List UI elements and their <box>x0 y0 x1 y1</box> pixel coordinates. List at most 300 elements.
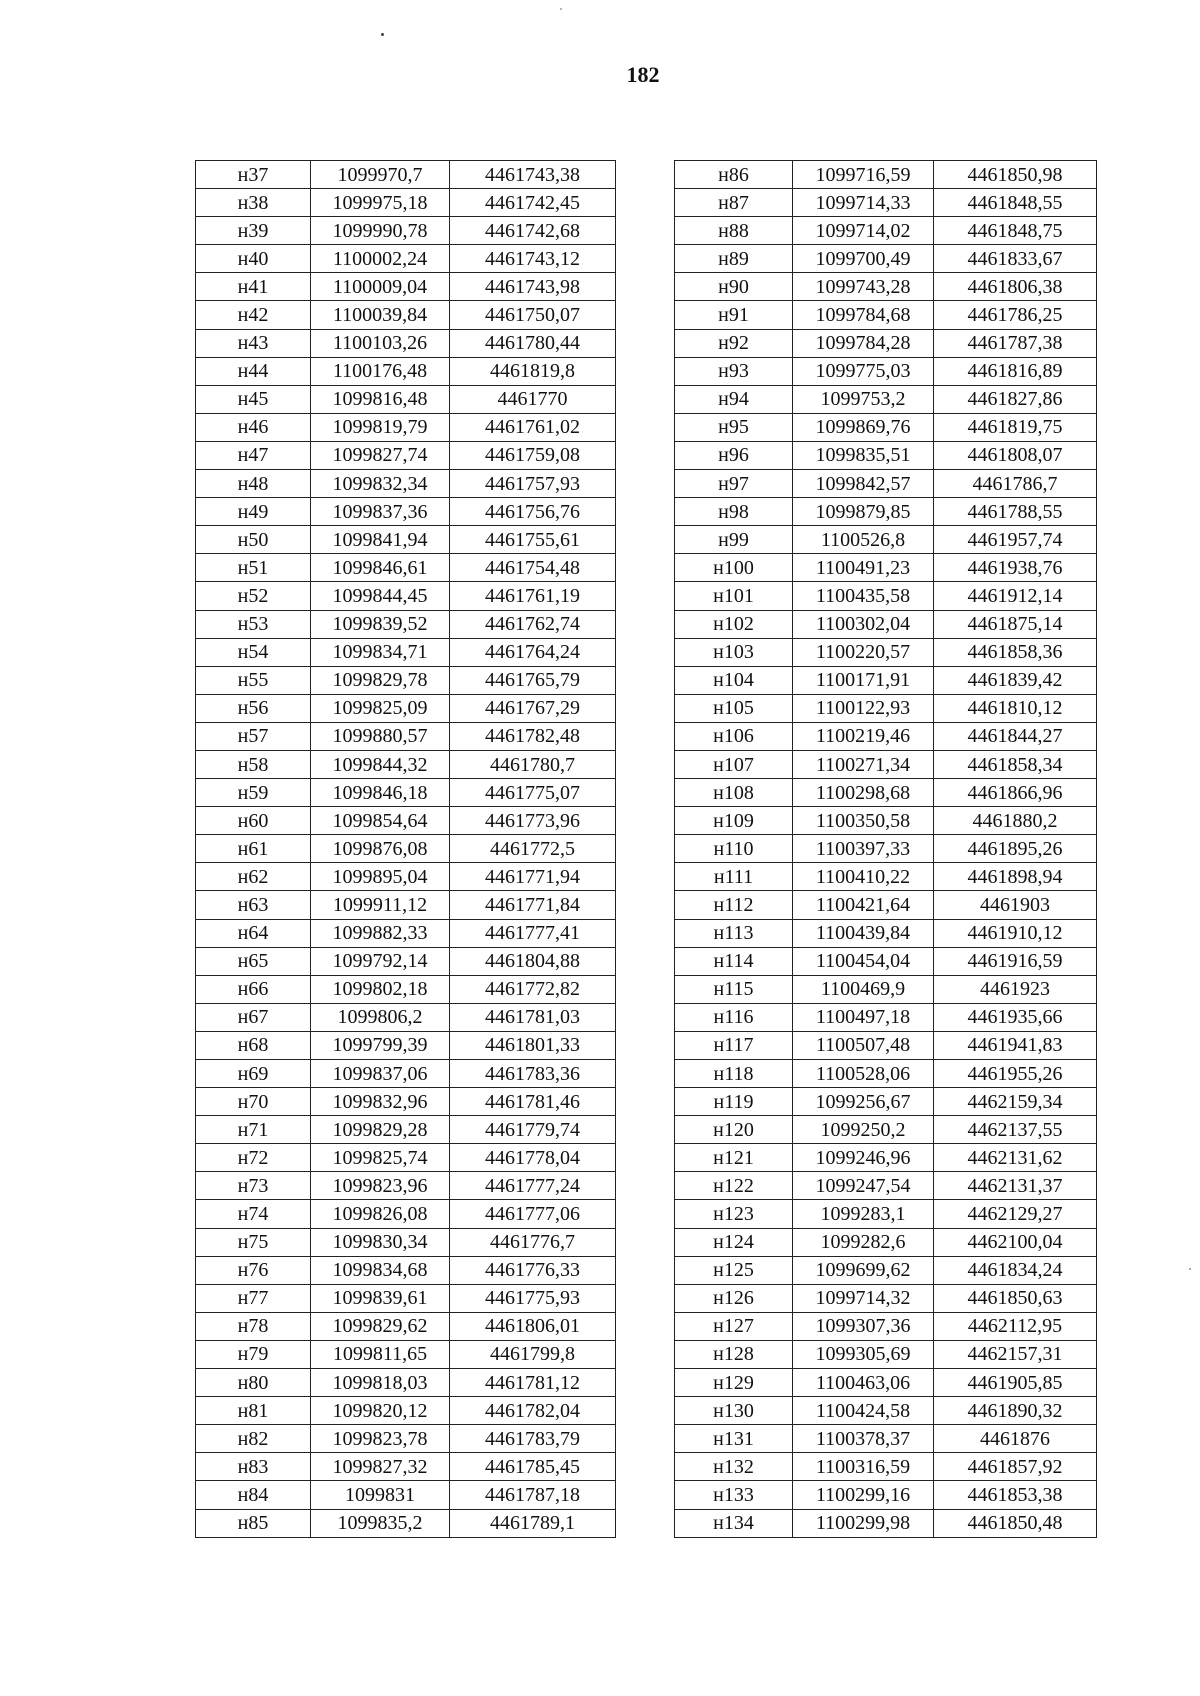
x-coordinate-cell: 1099837,36 <box>311 498 450 526</box>
y-coordinate-cell: 4461857,92 <box>934 1453 1097 1481</box>
y-coordinate-cell: 4461890,32 <box>934 1397 1097 1425</box>
point-id-cell: н88 <box>675 217 793 245</box>
y-coordinate-cell: 4461941,83 <box>934 1031 1097 1059</box>
point-id-cell: н105 <box>675 694 793 722</box>
y-coordinate-cell: 4461858,36 <box>934 638 1097 666</box>
y-coordinate-cell: 4461848,55 <box>934 189 1097 217</box>
table-row <box>196 441 616 469</box>
coordinates-table-right <box>674 160 1097 1538</box>
x-coordinate-cell: 1100171,91 <box>793 666 934 694</box>
table-row <box>675 498 1097 526</box>
table-row <box>196 554 616 582</box>
point-id-cell: н82 <box>196 1425 311 1453</box>
y-coordinate-cell: 4461780,7 <box>450 750 616 778</box>
table-row <box>196 610 616 638</box>
point-id-cell: н118 <box>675 1060 793 1088</box>
point-id-cell: н71 <box>196 1116 311 1144</box>
y-coordinate-cell: 4461755,61 <box>450 526 616 554</box>
table-row <box>675 1481 1097 1509</box>
x-coordinate-cell: 1100220,57 <box>793 638 934 666</box>
point-id-cell: н125 <box>675 1256 793 1284</box>
y-coordinate-cell: 4461782,04 <box>450 1397 616 1425</box>
table-row <box>196 1397 616 1425</box>
point-id-cell: н86 <box>675 161 793 189</box>
y-coordinate-cell: 4462157,31 <box>934 1340 1097 1368</box>
x-coordinate-cell: 1099854,64 <box>311 807 450 835</box>
point-id-cell: н50 <box>196 526 311 554</box>
table-row <box>196 1509 616 1537</box>
x-coordinate-cell: 1099844,32 <box>311 750 450 778</box>
table-row <box>675 835 1097 863</box>
x-coordinate-cell: 1099819,79 <box>311 413 450 441</box>
y-coordinate-cell: 4461764,24 <box>450 638 616 666</box>
point-id-cell: н97 <box>675 470 793 498</box>
point-id-cell: н52 <box>196 582 311 610</box>
y-coordinate-cell: 4461767,29 <box>450 694 616 722</box>
y-coordinate-cell: 4461827,86 <box>934 385 1097 413</box>
y-coordinate-cell: 4461804,88 <box>450 947 616 975</box>
point-id-cell: н91 <box>675 301 793 329</box>
table-row <box>675 1425 1097 1453</box>
y-coordinate-cell: 4461781,03 <box>450 1003 616 1031</box>
table-row <box>196 750 616 778</box>
table-row <box>196 1088 616 1116</box>
point-id-cell: н94 <box>675 385 793 413</box>
x-coordinate-cell: 1100299,98 <box>793 1509 934 1537</box>
y-coordinate-cell: 4461777,24 <box>450 1172 616 1200</box>
x-coordinate-cell: 1100435,58 <box>793 582 934 610</box>
y-coordinate-cell: 4461938,76 <box>934 554 1097 582</box>
table-row <box>196 273 616 301</box>
point-id-cell: н128 <box>675 1340 793 1368</box>
table-row <box>675 329 1097 357</box>
table-row <box>675 1509 1097 1537</box>
y-coordinate-cell: 4461819,8 <box>450 357 616 385</box>
point-id-cell: н39 <box>196 217 311 245</box>
point-id-cell: н99 <box>675 526 793 554</box>
x-coordinate-cell: 1100526,8 <box>793 526 934 554</box>
x-coordinate-cell: 1099911,12 <box>311 891 450 919</box>
x-coordinate-cell: 1099975,18 <box>311 189 450 217</box>
x-coordinate-cell: 1099825,74 <box>311 1144 450 1172</box>
x-coordinate-cell: 1099846,18 <box>311 779 450 807</box>
point-id-cell: н84 <box>196 1481 311 1509</box>
point-id-cell: н81 <box>196 1397 311 1425</box>
point-id-cell: н46 <box>196 413 311 441</box>
y-coordinate-cell: 4461788,55 <box>934 498 1097 526</box>
x-coordinate-cell: 1100410,22 <box>793 863 934 891</box>
table-row <box>675 722 1097 750</box>
point-id-cell: н95 <box>675 413 793 441</box>
point-id-cell: н130 <box>675 1397 793 1425</box>
x-coordinate-cell: 1099307,36 <box>793 1312 934 1340</box>
table-row <box>196 1172 616 1200</box>
y-coordinate-cell: 4461785,45 <box>450 1453 616 1481</box>
y-coordinate-cell: 4461910,12 <box>934 919 1097 947</box>
table-row <box>675 1060 1097 1088</box>
y-coordinate-cell: 4461762,74 <box>450 610 616 638</box>
x-coordinate-cell: 1099990,78 <box>311 217 450 245</box>
x-coordinate-cell: 1099880,57 <box>311 722 450 750</box>
y-coordinate-cell: 4461935,66 <box>934 1003 1097 1031</box>
point-id-cell: н55 <box>196 666 311 694</box>
x-coordinate-cell: 1099827,32 <box>311 1453 450 1481</box>
point-id-cell: н113 <box>675 919 793 947</box>
y-coordinate-cell: 4461779,74 <box>450 1116 616 1144</box>
table-row <box>675 1144 1097 1172</box>
y-coordinate-cell: 4462112,95 <box>934 1312 1097 1340</box>
scan-speck <box>381 33 384 36</box>
x-coordinate-cell: 1100454,04 <box>793 947 934 975</box>
table-row <box>675 863 1097 891</box>
point-id-cell: н78 <box>196 1312 311 1340</box>
x-coordinate-cell: 1100421,64 <box>793 891 934 919</box>
x-coordinate-cell: 1099835,2 <box>311 1509 450 1537</box>
x-coordinate-cell: 1100397,33 <box>793 835 934 863</box>
table-row <box>196 1256 616 1284</box>
point-id-cell: н92 <box>675 329 793 357</box>
x-coordinate-cell: 1099816,48 <box>311 385 450 413</box>
x-coordinate-cell: 1099869,76 <box>793 413 934 441</box>
y-coordinate-cell: 4461742,45 <box>450 189 616 217</box>
table-row <box>675 1172 1097 1200</box>
point-id-cell: н100 <box>675 554 793 582</box>
y-coordinate-cell: 4461773,96 <box>450 807 616 835</box>
y-coordinate-cell: 4461853,38 <box>934 1481 1097 1509</box>
x-coordinate-cell: 1099834,71 <box>311 638 450 666</box>
coordinates-table-left <box>195 160 616 1538</box>
x-coordinate-cell: 1099835,51 <box>793 441 934 469</box>
x-coordinate-cell: 1099784,68 <box>793 301 934 329</box>
table-row <box>675 161 1097 189</box>
y-coordinate-cell: 4461789,1 <box>450 1509 616 1537</box>
point-id-cell: н38 <box>196 189 311 217</box>
table-row <box>196 413 616 441</box>
y-coordinate-cell: 4461850,98 <box>934 161 1097 189</box>
x-coordinate-cell: 1099839,52 <box>311 610 450 638</box>
y-coordinate-cell: 4461923 <box>934 975 1097 1003</box>
point-id-cell: н107 <box>675 750 793 778</box>
x-coordinate-cell: 1099827,74 <box>311 441 450 469</box>
y-coordinate-cell: 4461848,75 <box>934 217 1097 245</box>
table-row <box>675 1453 1097 1481</box>
point-id-cell: н64 <box>196 919 311 947</box>
x-coordinate-cell: 1099246,96 <box>793 1144 934 1172</box>
table-row <box>196 1200 616 1228</box>
x-coordinate-cell: 1100299,16 <box>793 1481 934 1509</box>
x-coordinate-cell: 1100103,26 <box>311 329 450 357</box>
x-coordinate-cell: 1099829,78 <box>311 666 450 694</box>
x-coordinate-cell: 1099970,7 <box>311 161 450 189</box>
x-coordinate-cell: 1099823,78 <box>311 1425 450 1453</box>
point-id-cell: н74 <box>196 1200 311 1228</box>
x-coordinate-cell: 1099834,68 <box>311 1256 450 1284</box>
x-coordinate-cell: 1099743,28 <box>793 273 934 301</box>
y-coordinate-cell: 4461772,5 <box>450 835 616 863</box>
table-row <box>196 1003 616 1031</box>
x-coordinate-cell: 1099799,39 <box>311 1031 450 1059</box>
table-row <box>675 441 1097 469</box>
x-coordinate-cell: 1099784,28 <box>793 329 934 357</box>
y-coordinate-cell: 4461778,04 <box>450 1144 616 1172</box>
table-row <box>675 694 1097 722</box>
table-row <box>196 498 616 526</box>
x-coordinate-cell: 1099305,69 <box>793 1340 934 1368</box>
table-row <box>675 554 1097 582</box>
y-coordinate-cell: 4461816,89 <box>934 357 1097 385</box>
x-coordinate-cell: 1099753,2 <box>793 385 934 413</box>
x-coordinate-cell: 1099699,62 <box>793 1256 934 1284</box>
point-id-cell: н72 <box>196 1144 311 1172</box>
table-row <box>675 1088 1097 1116</box>
point-id-cell: н111 <box>675 863 793 891</box>
point-id-cell: н40 <box>196 245 311 273</box>
y-coordinate-cell: 4461866,96 <box>934 779 1097 807</box>
x-coordinate-cell: 1099826,08 <box>311 1200 450 1228</box>
table-row <box>675 357 1097 385</box>
table-row <box>196 582 616 610</box>
table-row <box>675 947 1097 975</box>
y-coordinate-cell: 4461905,85 <box>934 1369 1097 1397</box>
table-row <box>675 385 1097 413</box>
x-coordinate-cell: 1099879,85 <box>793 498 934 526</box>
point-id-cell: н59 <box>196 779 311 807</box>
y-coordinate-cell: 4461772,82 <box>450 975 616 1003</box>
point-id-cell: н122 <box>675 1172 793 1200</box>
x-coordinate-cell: 1099882,33 <box>311 919 450 947</box>
x-coordinate-cell: 1100302,04 <box>793 610 934 638</box>
point-id-cell: н103 <box>675 638 793 666</box>
x-coordinate-cell: 1099282,6 <box>793 1228 934 1256</box>
y-coordinate-cell: 4461742,68 <box>450 217 616 245</box>
scan-speck <box>560 8 562 10</box>
y-coordinate-cell: 4461898,94 <box>934 863 1097 891</box>
table-row <box>196 385 616 413</box>
table-row <box>675 526 1097 554</box>
point-id-cell: н68 <box>196 1031 311 1059</box>
table-row <box>196 357 616 385</box>
point-id-cell: н108 <box>675 779 793 807</box>
point-id-cell: н117 <box>675 1031 793 1059</box>
table-row <box>675 1312 1097 1340</box>
point-id-cell: н124 <box>675 1228 793 1256</box>
point-id-cell: н133 <box>675 1481 793 1509</box>
point-id-cell: н126 <box>675 1284 793 1312</box>
point-id-cell: н49 <box>196 498 311 526</box>
table-row <box>675 666 1097 694</box>
table-row <box>196 807 616 835</box>
point-id-cell: н56 <box>196 694 311 722</box>
point-id-cell: н112 <box>675 891 793 919</box>
point-id-cell: н129 <box>675 1369 793 1397</box>
point-id-cell: н115 <box>675 975 793 1003</box>
point-id-cell: н62 <box>196 863 311 891</box>
y-coordinate-cell: 4461761,19 <box>450 582 616 610</box>
table-row <box>675 413 1097 441</box>
point-id-cell: н123 <box>675 1200 793 1228</box>
y-coordinate-cell: 4461787,38 <box>934 329 1097 357</box>
table-row <box>196 975 616 1003</box>
table-row <box>196 470 616 498</box>
y-coordinate-cell: 4461799,8 <box>450 1340 616 1368</box>
table-row <box>196 947 616 975</box>
y-coordinate-cell: 4462131,37 <box>934 1172 1097 1200</box>
x-coordinate-cell: 1099829,28 <box>311 1116 450 1144</box>
x-coordinate-cell: 1100122,93 <box>793 694 934 722</box>
x-coordinate-cell: 1099775,03 <box>793 357 934 385</box>
table-row <box>675 1031 1097 1059</box>
table-row <box>675 919 1097 947</box>
x-coordinate-cell: 1099831 <box>311 1481 450 1509</box>
x-coordinate-cell: 1100469,9 <box>793 975 934 1003</box>
y-coordinate-cell: 4461895,26 <box>934 835 1097 863</box>
y-coordinate-cell: 4461777,06 <box>450 1200 616 1228</box>
table-row <box>196 1144 616 1172</box>
y-coordinate-cell: 4461957,74 <box>934 526 1097 554</box>
point-id-cell: н83 <box>196 1453 311 1481</box>
y-coordinate-cell: 4461757,93 <box>450 470 616 498</box>
table-row <box>675 245 1097 273</box>
x-coordinate-cell: 1099811,65 <box>311 1340 450 1368</box>
x-coordinate-cell: 1100463,06 <box>793 1369 934 1397</box>
point-id-cell: н98 <box>675 498 793 526</box>
x-coordinate-cell: 1100009,04 <box>311 273 450 301</box>
table-row <box>675 807 1097 835</box>
point-id-cell: н65 <box>196 947 311 975</box>
y-coordinate-cell: 4461810,12 <box>934 694 1097 722</box>
table-row <box>675 1369 1097 1397</box>
y-coordinate-cell: 4461756,76 <box>450 498 616 526</box>
table-row <box>196 329 616 357</box>
point-id-cell: н73 <box>196 1172 311 1200</box>
y-coordinate-cell: 4461833,67 <box>934 245 1097 273</box>
point-id-cell: н69 <box>196 1060 311 1088</box>
x-coordinate-cell: 1100298,68 <box>793 779 934 807</box>
table-row <box>196 1228 616 1256</box>
point-id-cell: н119 <box>675 1088 793 1116</box>
table-row <box>196 1453 616 1481</box>
y-coordinate-cell: 4461782,48 <box>450 722 616 750</box>
point-id-cell: н70 <box>196 1088 311 1116</box>
table-row <box>196 1369 616 1397</box>
point-id-cell: н67 <box>196 1003 311 1031</box>
point-id-cell: н93 <box>675 357 793 385</box>
y-coordinate-cell: 4461750,07 <box>450 301 616 329</box>
point-id-cell: н134 <box>675 1509 793 1537</box>
y-coordinate-cell: 4462129,27 <box>934 1200 1097 1228</box>
x-coordinate-cell: 1100424,58 <box>793 1397 934 1425</box>
table-row <box>675 217 1097 245</box>
table-row <box>196 1312 616 1340</box>
table-row <box>196 301 616 329</box>
y-coordinate-cell: 4462100,04 <box>934 1228 1097 1256</box>
table-row <box>196 891 616 919</box>
x-coordinate-cell: 1100350,58 <box>793 807 934 835</box>
table-row <box>675 1228 1097 1256</box>
table-row <box>675 779 1097 807</box>
table-row <box>196 1116 616 1144</box>
point-id-cell: н60 <box>196 807 311 835</box>
point-id-cell: н44 <box>196 357 311 385</box>
table-row <box>675 1003 1097 1031</box>
x-coordinate-cell: 1099283,1 <box>793 1200 934 1228</box>
y-coordinate-cell: 4461777,41 <box>450 919 616 947</box>
x-coordinate-cell: 1099792,14 <box>311 947 450 975</box>
y-coordinate-cell: 4461765,79 <box>450 666 616 694</box>
y-coordinate-cell: 4461754,48 <box>450 554 616 582</box>
point-id-cell: н96 <box>675 441 793 469</box>
point-id-cell: н85 <box>196 1509 311 1537</box>
point-id-cell: н42 <box>196 301 311 329</box>
x-coordinate-cell: 1100219,46 <box>793 722 934 750</box>
point-id-cell: н127 <box>675 1312 793 1340</box>
point-id-cell: н61 <box>196 835 311 863</box>
y-coordinate-cell: 4461775,93 <box>450 1284 616 1312</box>
table-row <box>675 1116 1097 1144</box>
point-id-cell: н51 <box>196 554 311 582</box>
point-id-cell: н45 <box>196 385 311 413</box>
table-row <box>196 1031 616 1059</box>
table-row <box>196 919 616 947</box>
x-coordinate-cell: 1099830,34 <box>311 1228 450 1256</box>
table-row <box>196 1425 616 1453</box>
point-id-cell: н47 <box>196 441 311 469</box>
table-row <box>196 694 616 722</box>
y-coordinate-cell: 4461787,18 <box>450 1481 616 1509</box>
x-coordinate-cell: 1099839,61 <box>311 1284 450 1312</box>
y-coordinate-cell: 4461743,98 <box>450 273 616 301</box>
x-coordinate-cell: 1099802,18 <box>311 975 450 1003</box>
point-id-cell: н66 <box>196 975 311 1003</box>
y-coordinate-cell: 4461806,01 <box>450 1312 616 1340</box>
x-coordinate-cell: 1099876,08 <box>311 835 450 863</box>
x-coordinate-cell: 1099714,33 <box>793 189 934 217</box>
y-coordinate-cell: 4462159,34 <box>934 1088 1097 1116</box>
x-coordinate-cell: 1100528,06 <box>793 1060 934 1088</box>
x-coordinate-cell: 1099818,03 <box>311 1369 450 1397</box>
table-row <box>196 1340 616 1368</box>
table-row <box>196 189 616 217</box>
table-row <box>675 975 1097 1003</box>
y-coordinate-cell: 4461858,34 <box>934 750 1097 778</box>
x-coordinate-cell: 1099806,2 <box>311 1003 450 1031</box>
point-id-cell: н53 <box>196 610 311 638</box>
table-row <box>675 273 1097 301</box>
x-coordinate-cell: 1099250,2 <box>793 1116 934 1144</box>
point-id-cell: н104 <box>675 666 793 694</box>
y-coordinate-cell: 4461955,26 <box>934 1060 1097 1088</box>
y-coordinate-cell: 4461786,7 <box>934 470 1097 498</box>
point-id-cell: н75 <box>196 1228 311 1256</box>
table-row <box>196 779 616 807</box>
scan-speck <box>1189 1268 1191 1270</box>
y-coordinate-cell: 4461819,75 <box>934 413 1097 441</box>
x-coordinate-cell: 1099700,49 <box>793 245 934 273</box>
y-coordinate-cell: 4461775,07 <box>450 779 616 807</box>
table-row <box>196 245 616 273</box>
y-coordinate-cell: 4461808,07 <box>934 441 1097 469</box>
y-coordinate-cell: 4462131,62 <box>934 1144 1097 1172</box>
table-row <box>675 1284 1097 1312</box>
table-row <box>196 161 616 189</box>
y-coordinate-cell: 4461771,94 <box>450 863 616 891</box>
x-coordinate-cell: 1100439,84 <box>793 919 934 947</box>
x-coordinate-cell: 1099716,59 <box>793 161 934 189</box>
table-row <box>675 750 1097 778</box>
y-coordinate-cell: 4461912,14 <box>934 582 1097 610</box>
point-id-cell: н58 <box>196 750 311 778</box>
y-coordinate-cell: 4461875,14 <box>934 610 1097 638</box>
